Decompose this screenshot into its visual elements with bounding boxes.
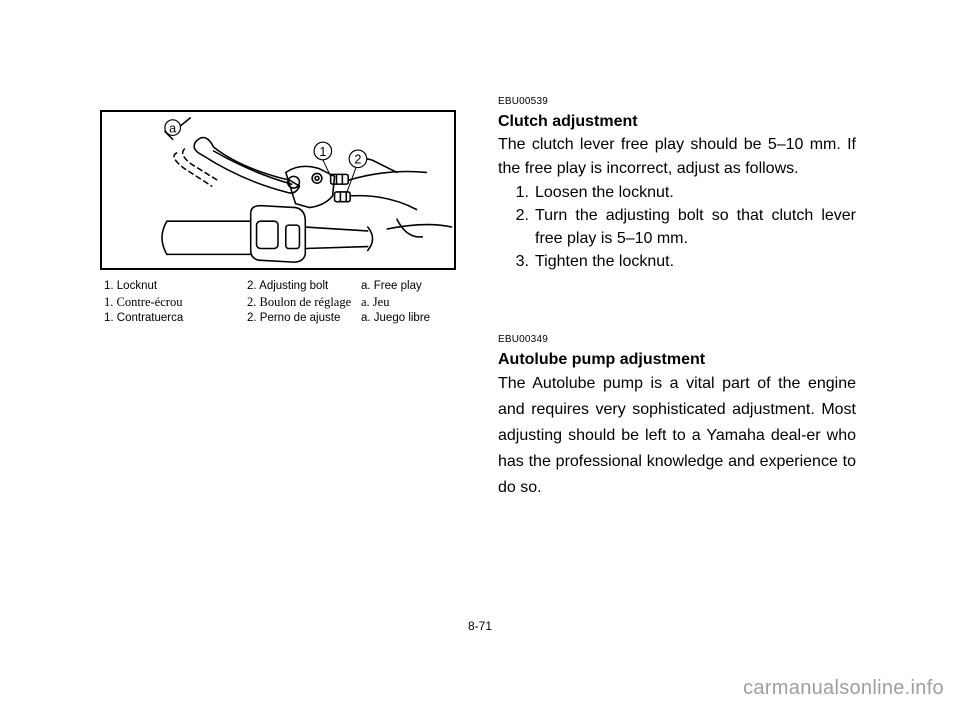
list-item: 2. Turn the adjusting bolt so that clutch lever free play is 5–10 mm. xyxy=(515,207,856,247)
callout-2: 2 xyxy=(354,152,362,167)
section-intro: The clutch lever free play should be 5–10 mm. If the free play is incorrect, adjust as follows. xyxy=(498,136,856,177)
caption-item: a. Jeu xyxy=(361,295,390,309)
list-item: 3. Tighten the locknut. xyxy=(515,253,675,270)
steps-list xyxy=(498,181,856,273)
watermark: carmanualsonline.info xyxy=(743,677,944,699)
handlebar-grip xyxy=(167,221,251,254)
list-item: 1. Loosen the locknut. xyxy=(515,184,674,201)
section-title: Autolube pump adjustment xyxy=(498,351,706,368)
clutch-adjustment-section xyxy=(498,96,856,273)
section-code: EBU00539 xyxy=(498,96,548,107)
callout-1: 1 xyxy=(319,144,327,159)
caption-item: a. Juego libre xyxy=(361,312,431,324)
caption-item: 2. Adjusting bolt xyxy=(247,280,329,292)
caption-item: 1. Locknut xyxy=(104,280,158,292)
caption-row-english xyxy=(104,278,464,294)
section-title: Clutch adjustment xyxy=(498,113,638,130)
clutch-lever-illustration xyxy=(100,110,456,270)
caption-item: 1. Contre-écrou xyxy=(104,295,183,309)
clutch-cable xyxy=(348,171,426,180)
caption-item: 2. Perno de ajuste xyxy=(247,312,341,324)
caption-row-french xyxy=(104,294,464,310)
section-code: EBU00349 xyxy=(498,334,548,345)
adjusting-bolt xyxy=(335,192,351,202)
clutch-lever-drawing xyxy=(102,112,454,268)
section-body: The Autolube pump is a vital part of the engine and requires very sophisticated adjustment. Most adjusting should be left to a Yamaha deal-er who has the professional knowledge and experience to do so. xyxy=(498,375,856,496)
clutch-lever xyxy=(194,138,299,194)
caption-item: 2. Boulon de réglage xyxy=(247,295,352,309)
caption-row-spanish xyxy=(104,310,464,326)
autolube-pump-section xyxy=(498,334,856,501)
lever-perch xyxy=(286,166,335,207)
caption-item: 1. Contratuerca xyxy=(104,312,184,324)
figure-captions xyxy=(104,278,464,326)
caption-item: a. Free play xyxy=(361,280,422,292)
callout-a: a xyxy=(169,121,177,136)
page-number: 8-71 xyxy=(467,619,493,633)
